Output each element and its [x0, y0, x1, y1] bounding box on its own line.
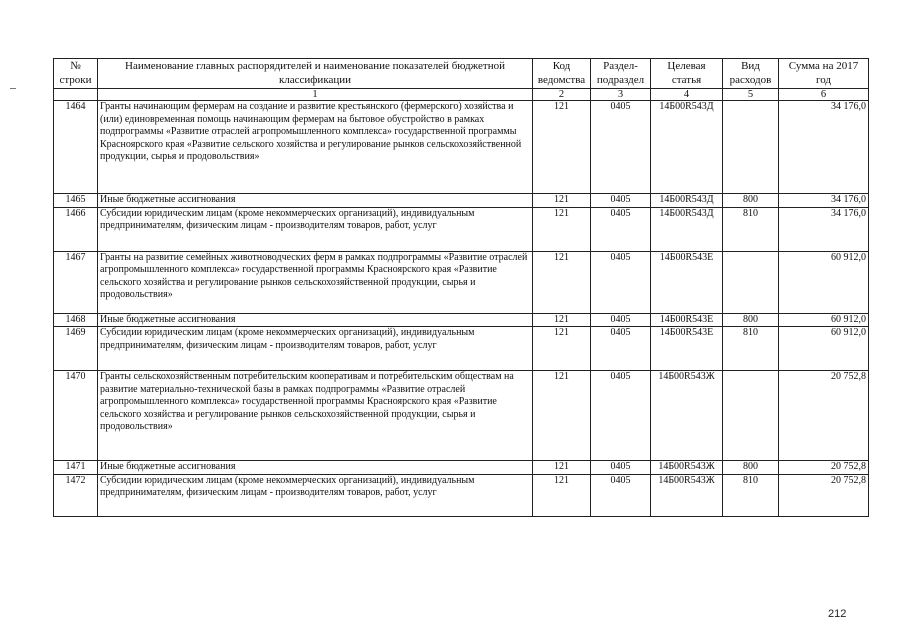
row-target: 14Б00R543Е: [651, 313, 723, 327]
row-amount: 60 912,0: [779, 251, 869, 313]
row-section: 0405: [591, 371, 651, 461]
row-dept-code: 121: [533, 371, 591, 461]
table-row: [54, 101, 869, 194]
table-row: [54, 371, 869, 461]
row-dept-code: 121: [533, 313, 591, 327]
row-name: Субсидии юридическим лицам (кроме некоммерческих организаций), индивидуальным предпринимателям, физическим лицам - производителям товаров, работ, услуг: [98, 474, 533, 516]
row-name: Гранты на развитие семейных животноводческих ферм в рамках подпрограммы «Развитие отраслей агропромышленного комплекса» государственной программы Красноярского края «Развитие сельского хозяйства и регулирование рынков сельскохозяйственной продукции, сырья и продовольствия»: [98, 251, 533, 313]
row-target: 14Б00R543Д: [651, 194, 723, 208]
row-section: 0405: [591, 251, 651, 313]
row-dept-code: 121: [533, 461, 591, 475]
row-amount: 34 176,0: [779, 207, 869, 251]
col-number: 6: [779, 89, 869, 101]
col-number: 2: [533, 89, 591, 101]
table-row: [54, 313, 869, 327]
margin-tick: [10, 88, 16, 89]
row-dept-code: 121: [533, 251, 591, 313]
row-dept-code: 121: [533, 207, 591, 251]
table-row: [54, 474, 869, 516]
row-name: Иные бюджетные ассигнования: [98, 461, 533, 475]
row-dept-code: 121: [533, 327, 591, 371]
row-exp-type: 810: [723, 207, 779, 251]
row-amount: 20 752,8: [779, 371, 869, 461]
row-amount: 60 912,0: [779, 313, 869, 327]
row-section: 0405: [591, 313, 651, 327]
row-dept-code: 121: [533, 101, 591, 194]
table-row: [54, 194, 869, 208]
row-amount: 60 912,0: [779, 327, 869, 371]
row-number: 1468: [54, 313, 98, 327]
row-dept-code: 121: [533, 474, 591, 516]
row-target: 14Б00R543Е: [651, 327, 723, 371]
col-number-empty: [54, 89, 98, 101]
table-row: [54, 461, 869, 475]
row-name: Субсидии юридическим лицам (кроме некоммерческих организаций), индивидуальным предпринимателям, физическим лицам - производителям товаров, работ, услуг: [98, 207, 533, 251]
row-number: 1469: [54, 327, 98, 371]
col-header-dept-code: Код ведомства: [533, 59, 591, 89]
page-number: 212: [828, 608, 847, 620]
row-target: 14Б00R543Д: [651, 101, 723, 194]
row-name: Иные бюджетные ассигнования: [98, 313, 533, 327]
row-number: 1472: [54, 474, 98, 516]
row-target: 14Б00R543Е: [651, 251, 723, 313]
row-exp-type: 810: [723, 327, 779, 371]
row-section: 0405: [591, 474, 651, 516]
col-number: 3: [591, 89, 651, 101]
row-exp-type: 800: [723, 461, 779, 475]
row-number: 1466: [54, 207, 98, 251]
col-header-exp-type: Вид расходов: [723, 59, 779, 89]
row-name: Гранты сельскохозяйственным потребительским кооперативам и потребительским обществам на развитие материально-технической базы в рамках подпрограммы «Развитие отраслей агропромышленного комплекса» государственной программы Красноярского края «Развитие сельского хозяйства и регулирование рынков сельскохозяйственной продукции, сырья и продовольствия»: [98, 371, 533, 461]
row-name: Субсидии юридическим лицам (кроме некоммерческих организаций), индивидуальным предпринимателям, физическим лицам - производителям товаров, работ, услуг: [98, 327, 533, 371]
row-section: 0405: [591, 194, 651, 208]
row-target: 14Б00R543Д: [651, 207, 723, 251]
row-section: 0405: [591, 101, 651, 194]
col-header-amount: Сумма на 2017 год: [779, 59, 869, 89]
row-amount: 34 176,0: [779, 194, 869, 208]
col-number: 5: [723, 89, 779, 101]
table-row: [54, 251, 869, 313]
row-target: 14Б00R543Ж: [651, 474, 723, 516]
row-exp-type: 800: [723, 194, 779, 208]
row-number: 1470: [54, 371, 98, 461]
row-exp-type: [723, 251, 779, 313]
col-header-row-no: № строки: [54, 59, 98, 89]
header-row: [54, 59, 869, 89]
row-number: 1471: [54, 461, 98, 475]
table-row: [54, 207, 869, 251]
col-header-name: Наименование главных распорядителей и наименование показателей бюджетной классификации: [98, 59, 533, 89]
row-number: 1464: [54, 101, 98, 194]
row-dept-code: 121: [533, 194, 591, 208]
column-number-row: [54, 89, 869, 101]
row-number: 1467: [54, 251, 98, 313]
row-section: 0405: [591, 461, 651, 475]
table-row: [54, 327, 869, 371]
col-number: 4: [651, 89, 723, 101]
row-target: 14Б00R543Ж: [651, 371, 723, 461]
row-amount: 20 752,8: [779, 474, 869, 516]
col-header-target: Целевая статья: [651, 59, 723, 89]
col-header-section: Раздел- подраздел: [591, 59, 651, 89]
row-section: 0405: [591, 207, 651, 251]
row-amount: 20 752,8: [779, 461, 869, 475]
row-name: Иные бюджетные ассигнования: [98, 194, 533, 208]
row-exp-type: 800: [723, 313, 779, 327]
row-exp-type: [723, 371, 779, 461]
row-exp-type: [723, 101, 779, 194]
row-exp-type: 810: [723, 474, 779, 516]
col-number: 1: [98, 89, 533, 101]
row-target: 14Б00R543Ж: [651, 461, 723, 475]
row-section: 0405: [591, 327, 651, 371]
budget-table: [53, 58, 869, 517]
row-amount: 34 176,0: [779, 101, 869, 194]
row-name: Гранты начинающим фермерам на создание и развитие крестьянского (фермерского) хозяйства и (или) единовременная помощь начинающим фермерам на бытовое обустройство в рамках подпрограммы «Развитие отраслей агропромышленного комплекса» государственной программы Красноярского края «Развитие сельского хозяйства и регулирование рынков сельскохозяйственной продукции, сырья и продовольствия»: [98, 101, 533, 194]
row-number: 1465: [54, 194, 98, 208]
